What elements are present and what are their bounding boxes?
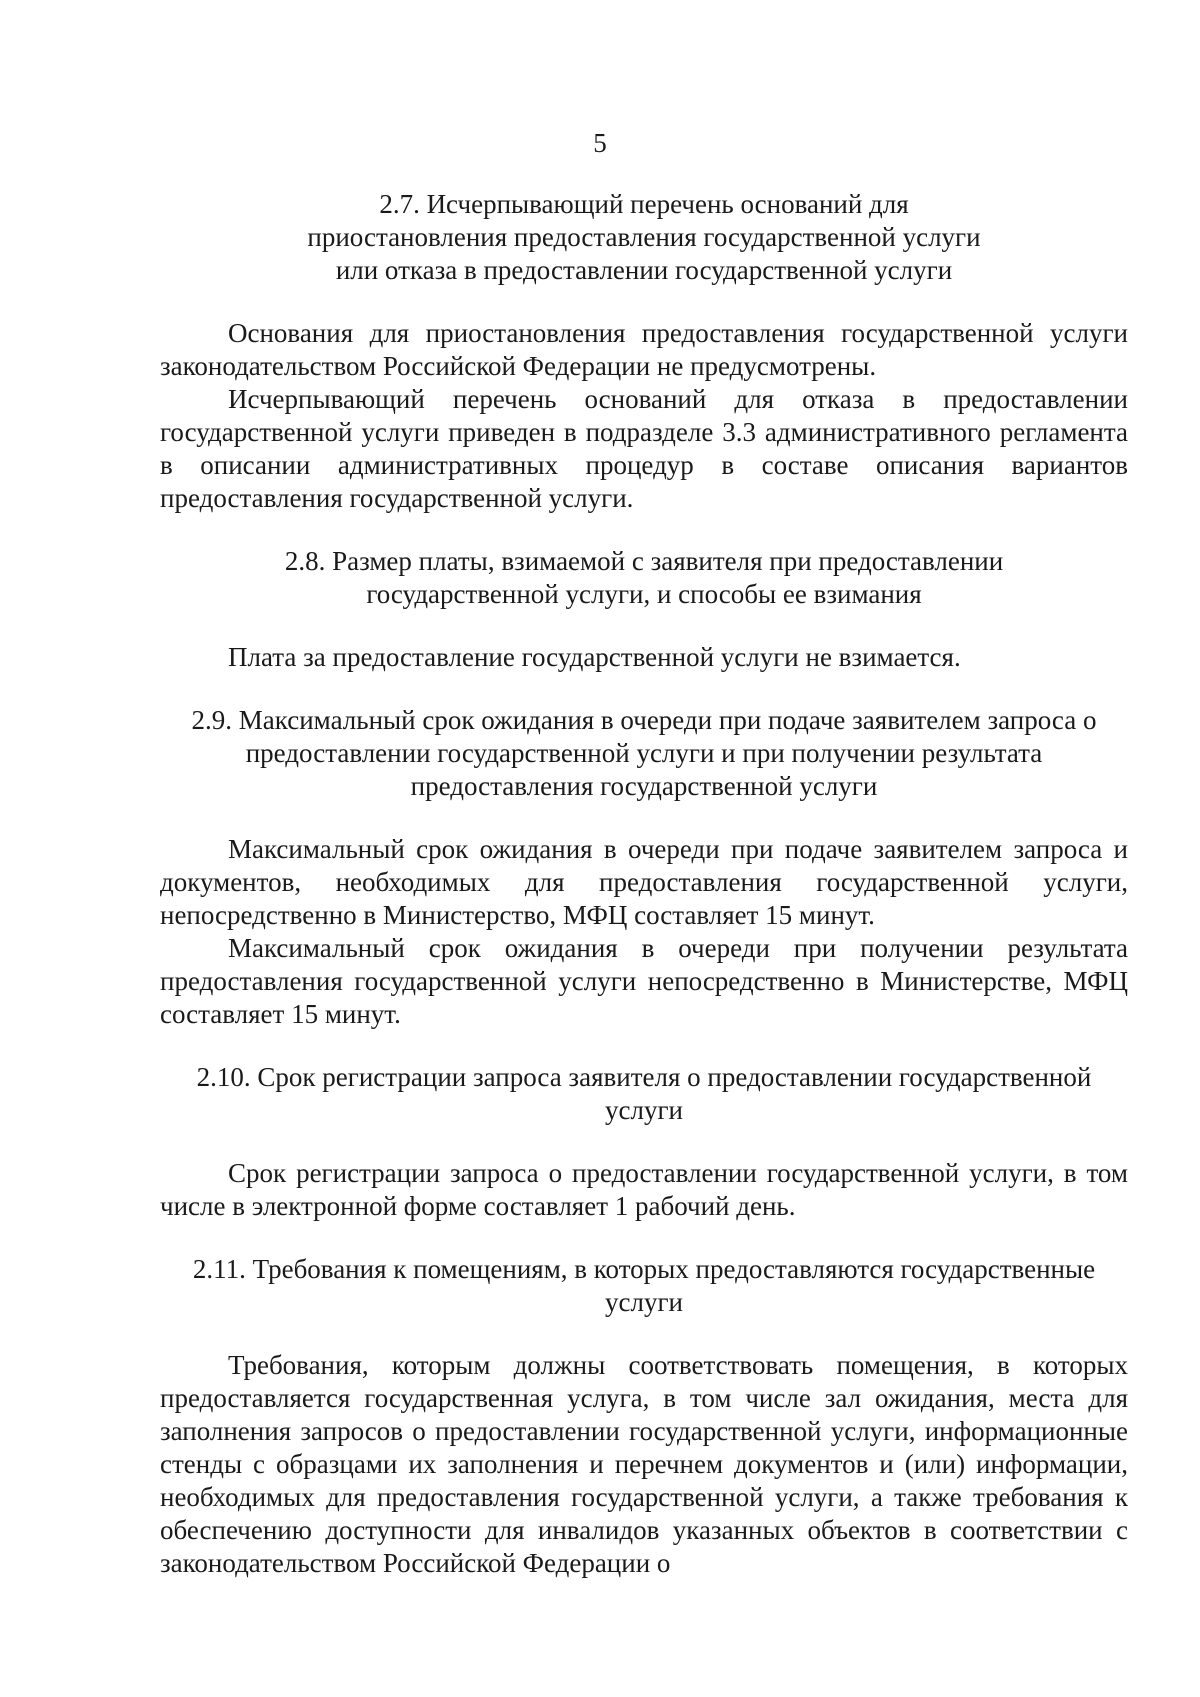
paragraph: Требования, которым должны соответствовать помещения, в которых предоставляется государственная услуга, в том числе зал ожидания, места для заполнения запросов о предоставлении государственной услуги, информационные стенды с образцами их заполнения и перечнем документов и (или) информации, необходимых для предоставления государственной услуги, а также требования к обеспечению доступности для инвалидов указанных объектов в соответствии с законодательством Российской Федерации о: [160, 1350, 1128, 1578]
heading-line: 2.11. Требования к помещениям, в которых предоставляются государственные: [192, 1254, 1096, 1284]
section-heading-2-10: [160, 1061, 1128, 1127]
heading-line: 2.10. Срок регистрации запроса заявителя о предоставлении государственной: [196, 1062, 1092, 1092]
paragraph: Срок регистрации запроса о предоставлении государственной услуги, в том числе в электронной форме составляет 1 рабочий день.: [160, 1158, 1128, 1221]
heading-line: или отказа в предоставлении государственной услуги: [335, 255, 953, 285]
document-body: [160, 188, 1128, 1580]
heading-line: приостановления предоставления государственной услуги: [307, 222, 981, 252]
paragraph: Плата за предоставление государственной услуги не взимается.: [228, 642, 961, 672]
section-heading-2-8: [160, 545, 1128, 611]
heading-line: предоставления государственной услуги: [410, 771, 878, 801]
heading-line: 2.9. Максимальный срок ожидания в очереди при подаче заявителем запроса о: [191, 705, 1097, 735]
paragraph: Максимальный срок ожидания в очереди при получении результата предоставления государственной услуги непосредственно в Министерстве, МФЦ составляет 15 минут.: [160, 933, 1128, 1029]
heading-line: государственной услуги, и способы ее взимания: [366, 579, 922, 609]
section-heading-2-9: [160, 704, 1128, 803]
heading-line: услуги: [605, 1287, 683, 1317]
page-number: 5: [593, 128, 607, 158]
paragraph: Основания для приостановления предоставления государственной услуги законодательством Российской Федерации не предусмотрены.: [160, 318, 1128, 381]
section-heading-2-7: [160, 188, 1128, 287]
section-heading-2-11: [160, 1253, 1128, 1319]
heading-line: услуги: [605, 1095, 683, 1125]
heading-line: 2.7. Исчерпывающий перечень оснований для: [379, 189, 909, 219]
heading-line: 2.8. Размер платы, взимаемой с заявителя при предоставлении: [284, 546, 1004, 576]
heading-line: предоставлении государственной услуги и при получении результата: [245, 738, 1043, 768]
paragraph: Исчерпывающий перечень оснований для отказа в предоставлении государственной услуги приведен в подразделе 3.3 административного регламента в описании административных процедур в составе описания вариантов предоставления государственной услуги.: [160, 384, 1128, 513]
paragraph: Максимальный срок ожидания в очереди при подаче заявителем запроса и документов, необходимых для предоставления государственной услуги, непосредственно в Министерство, МФЦ составляет 15 минут.: [160, 834, 1128, 930]
